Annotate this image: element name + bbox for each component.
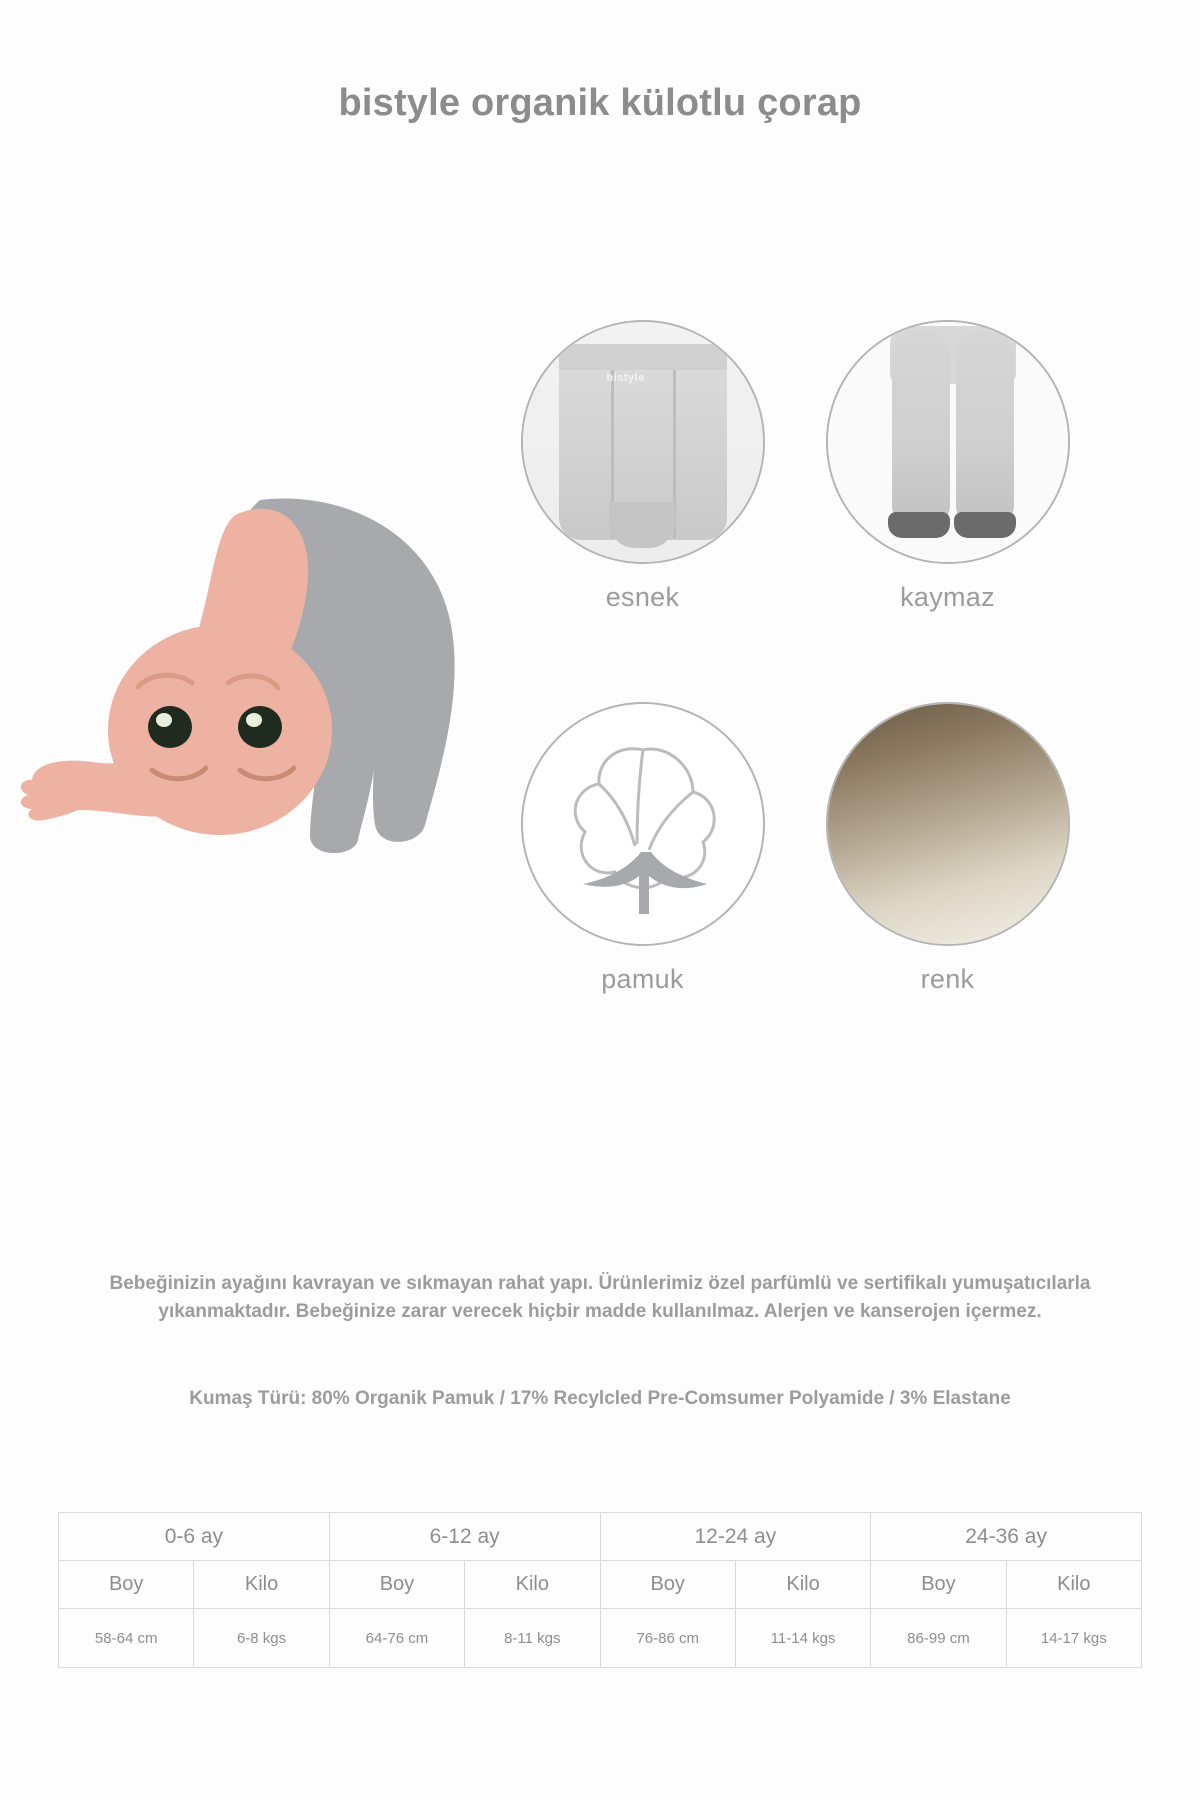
baby-hand: [21, 780, 86, 821]
age-group-cell: 24-36 ay: [871, 1513, 1142, 1561]
folded-tights-icon: [521, 320, 765, 564]
column-header: Kilo: [735, 1561, 870, 1609]
table-cell: 8-11 kgs: [465, 1609, 600, 1668]
table-cell: 76-86 cm: [600, 1609, 735, 1668]
column-header: Boy: [329, 1561, 464, 1609]
column-header: Kilo: [194, 1561, 329, 1609]
column-header: Kilo: [465, 1561, 600, 1609]
baby-illustration: [10, 480, 530, 910]
age-group-cell: 6-12 ay: [329, 1513, 600, 1561]
baby-head: [108, 625, 332, 835]
feature-kaymaz: [825, 320, 1070, 613]
table-cell: 64-76 cm: [329, 1609, 464, 1668]
column-header: Boy: [600, 1561, 735, 1609]
page-title: bistyle organik külotlu çorap: [338, 82, 862, 124]
age-group-cell: 12-24 ay: [600, 1513, 871, 1561]
table-row-values: [59, 1609, 1142, 1668]
feature-label: renk: [920, 964, 975, 994]
size-table: [58, 1512, 1142, 1668]
feature-esnek: [520, 320, 765, 613]
feature-label: esnek: [605, 582, 680, 612]
fabric-composition: Kumaş Türü: 80% Organik Pamuk / 17% Recylcled Pre-Comsumer Polyamide / 3% Elastane: [189, 1388, 1011, 1409]
age-group-cell: 0-6 ay: [59, 1513, 330, 1561]
feature-renk: [825, 702, 1070, 995]
feature-grid: [520, 320, 1140, 1020]
worn-tights-legs-icon: [826, 320, 1070, 564]
cotton-flower-icon: [521, 702, 765, 946]
baby-eye-left: [148, 706, 192, 748]
feature-label: kaymaz: [900, 582, 995, 612]
table-row-headers: [59, 1561, 1142, 1609]
baby-eye-right: [238, 706, 282, 748]
feature-pamuk: [520, 702, 765, 995]
column-header: Boy: [59, 1561, 194, 1609]
table-cell: 6-8 kgs: [194, 1609, 329, 1668]
product-description: Bebeğinizin ayağını kavrayan ve sıkmayan rahat yapı. Ürünlerimiz özel parfümlü ve sertifikalı yumuşatıcılarla yıkanmaktadır. Bebeğinize zarar verecek hiçbir madde kullanılmaz. Alerjen ve kanserojen içermez.: [109, 1273, 1091, 1323]
column-header: Boy: [871, 1561, 1006, 1609]
feature-label: pamuk: [601, 964, 684, 994]
table-cell: 14-17 kgs: [1006, 1609, 1141, 1668]
column-header: Kilo: [1006, 1561, 1141, 1609]
table-cell: 58-64 cm: [59, 1609, 194, 1668]
tights-brand-text: bistyle: [606, 372, 645, 384]
table-cell: 11-14 kgs: [735, 1609, 870, 1668]
table-row-age-groups: [59, 1513, 1142, 1561]
table-cell: 86-99 cm: [871, 1609, 1006, 1668]
color-swatch-icon: [826, 702, 1070, 946]
